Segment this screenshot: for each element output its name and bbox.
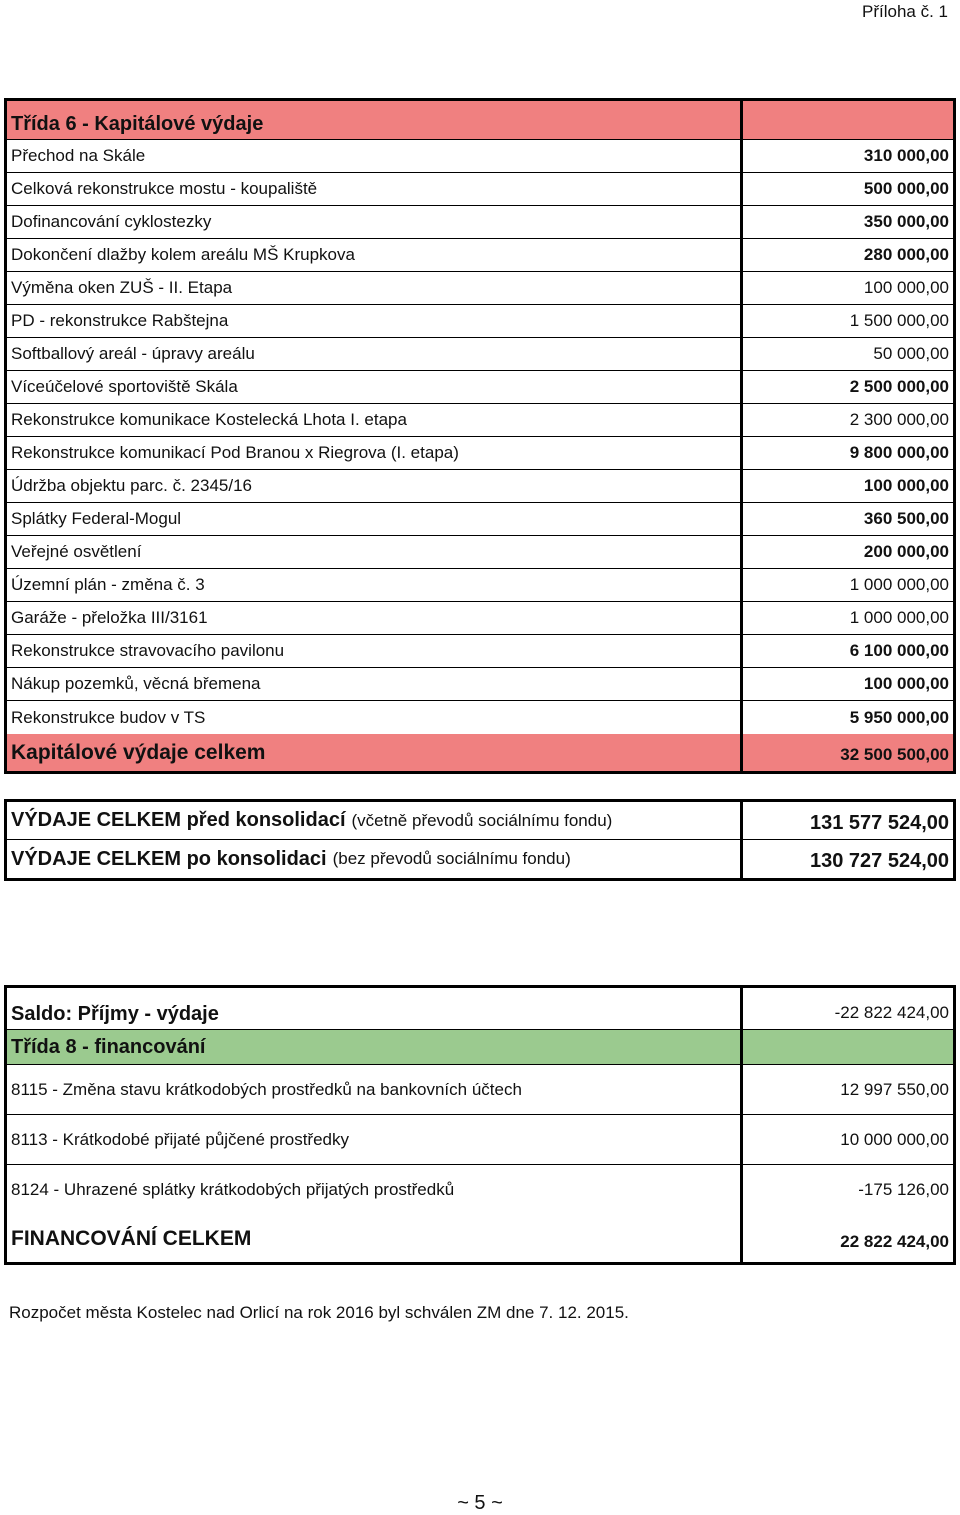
row-label: Veřejné osvětlení xyxy=(7,536,743,568)
row-value: 200 000,00 xyxy=(863,542,949,561)
row-label: Údržba objektu parc. č. 2345/16 xyxy=(7,470,743,502)
row-value: 1 000 000,00 xyxy=(849,575,949,594)
row-label: 8124 - Uhrazené splátky krátkodobých přijatých prostředků xyxy=(7,1165,743,1215)
total-before-label: VÝDAJE CELKEM před konsolidací xyxy=(11,809,346,831)
class8-header-empty xyxy=(743,1030,953,1064)
row-value: 12 997 550,00 xyxy=(840,1079,949,1099)
row-label: Rekonstrukce komunikací Pod Branou x Riegrova (I. etapa) xyxy=(7,437,743,469)
row-value: 50 000,00 xyxy=(873,344,949,363)
total-after-value: 130 727 524,00 xyxy=(809,850,949,872)
table-row xyxy=(7,371,953,404)
row-label: Nákup pozemků, věcná břemena xyxy=(7,668,743,700)
row-label: Celková rekonstrukce mostu - koupaliště xyxy=(7,173,743,205)
row-label: Rekonstrukce komunikace Kostelecká Lhota I. etapa xyxy=(7,404,743,436)
row-value: -175 126,00 xyxy=(858,1180,949,1199)
table-row xyxy=(7,272,953,305)
row-value: 1 000 000,00 xyxy=(849,608,949,627)
table-row xyxy=(7,437,953,470)
row-value: 500 000,00 xyxy=(863,179,949,198)
table-row xyxy=(7,239,953,272)
total-before-note: (včetně převodů sociálnímu fondu) xyxy=(351,810,613,830)
table-row xyxy=(7,701,953,734)
class6-header-row xyxy=(7,101,953,140)
row-value: 2 500 000,00 xyxy=(849,377,949,396)
table-row xyxy=(7,602,953,635)
annex-label: Příloha č. 1 xyxy=(862,2,948,21)
row-value: 1 500 000,00 xyxy=(849,311,949,330)
expenditure-totals-table xyxy=(4,799,956,881)
table-row xyxy=(7,206,953,239)
row-label: PD - rekonstrukce Rabštejna xyxy=(7,305,743,337)
row-label: Rekonstrukce budov v TS xyxy=(7,701,743,734)
row-label: Garáže - přeložka III/3161 xyxy=(7,602,743,634)
table-row xyxy=(7,140,953,173)
row-value: 350 000,00 xyxy=(863,212,949,231)
row-value: 6 100 000,00 xyxy=(849,641,949,660)
table-row xyxy=(7,404,953,437)
class6-total-label: Kapitálové výdaje celkem xyxy=(7,734,743,771)
row-value: 100 000,00 xyxy=(863,278,949,297)
row-label: Víceúčelové sportoviště Skála xyxy=(7,371,743,403)
row-label: 8113 - Krátkodobé přijaté půjčené prostředky xyxy=(7,1115,743,1164)
page-number: ~ 5 ~ xyxy=(457,1492,503,1514)
class8-header-row xyxy=(7,1030,953,1065)
class8-rows xyxy=(7,1065,953,1215)
saldo-row xyxy=(7,988,953,1030)
row-label: Výměna oken ZUŠ - II. Etapa xyxy=(7,272,743,304)
saldo-value: -22 822 424,00 xyxy=(834,1003,949,1022)
table-row xyxy=(7,338,953,371)
total-before-value: 131 577 524,00 xyxy=(809,811,949,834)
total-after-label: VÝDAJE CELKEM po konsolidaci xyxy=(11,847,327,870)
table-row xyxy=(7,470,953,503)
row-value: 9 800 000,00 xyxy=(849,443,949,462)
row-label: Dokončení dlažby kolem areálu MŠ Krupkova xyxy=(7,239,743,271)
financing-total-label: FINANCOVÁNÍ CELKEM xyxy=(7,1215,743,1262)
class6-header-empty xyxy=(743,101,953,139)
table-row xyxy=(7,1165,953,1215)
total-after-note: (bez převodů sociálnímu fondu) xyxy=(332,849,571,868)
financing-total-value: 22 822 424,00 xyxy=(840,1231,949,1251)
table-row xyxy=(7,569,953,602)
saldo-label: Saldo: Příjmy - výdaje xyxy=(7,988,743,1029)
capital-expenditure-table xyxy=(4,98,956,774)
table-row xyxy=(7,305,953,338)
table-row xyxy=(7,668,953,701)
row-label: Přechod na Skále xyxy=(7,140,743,172)
row-label: Softballový areál - úpravy areálu xyxy=(7,338,743,370)
approval-note: Rozpočet města Kostelec nad Orlicí na rok 2016 byl schválen ZM dne 7. 12. 2015. xyxy=(9,1303,629,1322)
table-row xyxy=(7,635,953,668)
table-row xyxy=(7,536,953,569)
class6-total-row xyxy=(7,734,953,771)
row-label: Rekonstrukce stravovacího pavilonu xyxy=(7,635,743,667)
table-row xyxy=(7,173,953,206)
row-label: Územní plán - změna č. 3 xyxy=(7,569,743,601)
row-label: 8115 - Změna stavu krátkodobých prostředků na bankovních účtech xyxy=(7,1065,743,1114)
row-value: 100 000,00 xyxy=(863,476,949,495)
table-row xyxy=(7,1065,953,1115)
row-value: 10 000 000,00 xyxy=(840,1129,949,1149)
total-before-consolidation-row xyxy=(7,802,953,840)
row-value: 280 000,00 xyxy=(863,245,949,264)
row-label: Splátky Federal-Mogul xyxy=(7,503,743,535)
row-value: 100 000,00 xyxy=(863,674,949,693)
row-value: 360 500,00 xyxy=(863,509,949,528)
table-row xyxy=(7,503,953,536)
total-after-consolidation-row xyxy=(7,840,953,878)
class6-rows xyxy=(7,140,953,734)
financing-total-row xyxy=(7,1215,953,1262)
row-value: 5 950 000,00 xyxy=(849,707,949,727)
row-value: 2 300 000,00 xyxy=(849,410,949,429)
row-value: 310 000,00 xyxy=(863,146,949,165)
financing-table xyxy=(4,985,956,1265)
class6-total-value: 32 500 500,00 xyxy=(840,745,949,764)
class8-title: Třída 8 - financování xyxy=(7,1030,743,1064)
row-label: Dofinancování cyklostezky xyxy=(7,206,743,238)
table-row xyxy=(7,1115,953,1165)
class6-title: Třída 6 - Kapitálové výdaje xyxy=(7,101,743,139)
